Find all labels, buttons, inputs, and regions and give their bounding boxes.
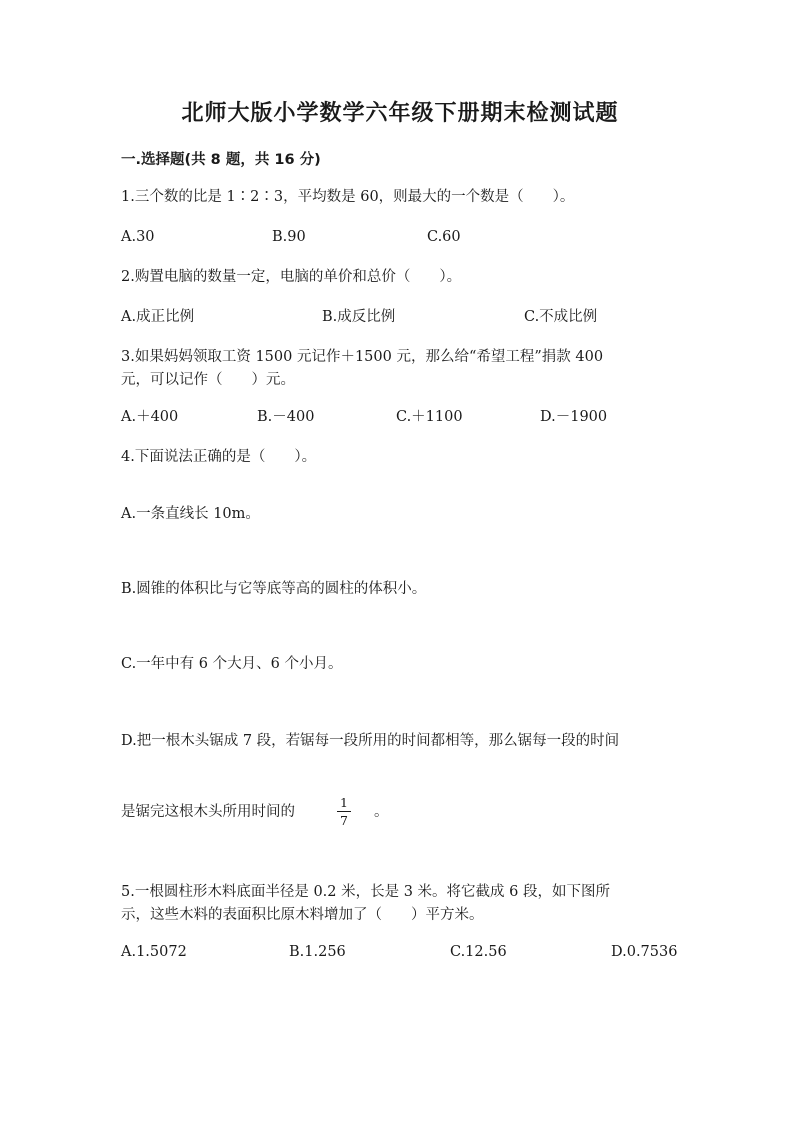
- fraction-bar: [337, 811, 351, 812]
- fraction-denominator: 7: [340, 813, 348, 828]
- page-title: 北师大版小学数学六年级下册期末检测试题: [181, 101, 619, 126]
- fraction-numerator: 1: [340, 795, 348, 810]
- question-2-text: 2.购置电脑的数量一定，电脑的单价和总价（ ）。: [121, 269, 462, 285]
- question-2-option-a[interactable]: A.成正比例: [121, 309, 195, 325]
- question-2-option-b[interactable]: B.成反比例: [322, 309, 396, 325]
- question-3-option-d[interactable]: D.－1900: [540, 409, 608, 425]
- question-1-option-c[interactable]: C.60: [427, 229, 461, 245]
- question-5-option-b[interactable]: B.1.256: [289, 944, 346, 960]
- question-3-text-line2: 元，可以记作（ ）元。: [121, 372, 295, 388]
- question-5-option-d[interactable]: D.0.7536: [611, 944, 678, 960]
- question-3-text-line1: 3.如果妈妈领取工资 1500 元记作＋1500 元，那么给“希望工程”捐款 400: [121, 349, 604, 365]
- question-1-text: 1.三个数的比是 1∶2∶3，平均数是 60，则最大的一个数是（ ）。: [121, 189, 575, 205]
- question-3-option-a[interactable]: A.＋400: [121, 409, 179, 425]
- question-4-option-d[interactable]: D.把一根木头锯成 7 段，若锯每一段所用的时间都相等，那么锯每一段的时间: [121, 733, 620, 749]
- question-4-option-c[interactable]: C.一年中有 6 个大月、6 个小月。: [121, 656, 343, 672]
- question-5-option-c[interactable]: C.12.56: [450, 944, 507, 960]
- question-4-option-d-continuation: 是锯完这根木头所用时间的: [121, 804, 295, 820]
- question-1-option-a[interactable]: A.30: [121, 229, 155, 245]
- question-4-option-d-end: 。: [374, 804, 389, 820]
- question-5-option-a[interactable]: A.1.5072: [121, 944, 187, 960]
- section-heading: 一.选择题(共 8 题，共 16 分): [121, 152, 321, 168]
- question-3-option-b[interactable]: B.－400: [257, 409, 315, 425]
- question-4-option-a[interactable]: A.一条直线长 10m。: [121, 506, 260, 522]
- question-3-option-c[interactable]: C.＋1100: [396, 409, 463, 425]
- question-4-option-b[interactable]: B.圆锥的体积比与它等底等高的圆柱的体积小。: [121, 581, 427, 597]
- question-4-text: 4.下面说法正确的是（ ）。: [121, 449, 317, 465]
- question-5-text-line2: 示，这些木料的表面积比原木料增加了（ ）平方米。: [121, 907, 484, 923]
- question-1-option-b[interactable]: B.90: [272, 229, 306, 245]
- question-2-option-c[interactable]: C.不成比例: [524, 309, 598, 325]
- question-5-text-line1: 5.一根圆柱形木料底面半径是 0.2 米，长是 3 米。将它截成 6 段，如下图所: [121, 884, 610, 900]
- fraction-one-seventh: [337, 795, 351, 828]
